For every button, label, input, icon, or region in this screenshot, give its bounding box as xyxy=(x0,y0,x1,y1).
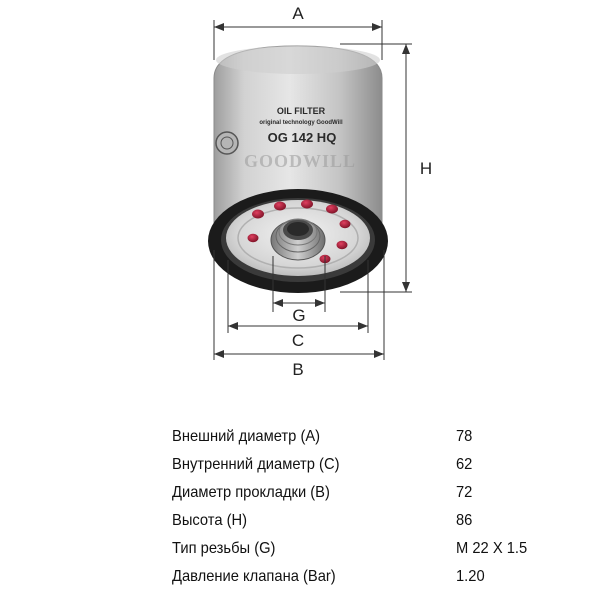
spec-row xyxy=(172,540,532,568)
spec-label-outer-diameter: Внешний диаметр (A) xyxy=(172,428,321,445)
inlet-hole xyxy=(326,205,338,214)
spec-row xyxy=(172,568,532,596)
spec-row xyxy=(172,484,532,512)
spec-value-inner-diameter: 62 xyxy=(456,456,473,473)
spec-row xyxy=(172,428,532,456)
dim-label-g: G xyxy=(292,306,306,325)
dim-label-c: C xyxy=(291,331,305,350)
spec-label-inner-diameter: Внутренний диаметр (C) xyxy=(172,456,340,473)
spec-value-valve-pressure: 1.20 xyxy=(456,568,485,585)
seal-emblem-icon xyxy=(216,132,238,154)
inlet-hole xyxy=(340,220,351,228)
label-line2: original technology GoodWill xyxy=(259,120,343,126)
model-number: OG 142 HQ xyxy=(267,130,337,145)
spec-label-gasket-diameter: Диаметр прокладки (B) xyxy=(172,484,330,501)
spec-label-thread-type: Тип резьбы (G) xyxy=(172,540,276,557)
spec-label-valve-pressure: Давление клапана (Bar) xyxy=(172,568,336,585)
spec-label-height: Высота (H) xyxy=(172,512,248,529)
spec-value-thread-type: M 22 X 1.5 xyxy=(456,540,528,557)
inlet-hole xyxy=(252,210,264,219)
spec-value-height: 86 xyxy=(456,512,473,529)
inlet-hole xyxy=(301,200,313,209)
label-line1: OIL FILTER xyxy=(276,106,326,116)
dim-label-a: A xyxy=(292,4,304,23)
spec-value-outer-diameter: 78 xyxy=(456,428,473,445)
dim-label-h: H xyxy=(419,159,433,178)
inlet-hole xyxy=(248,234,259,242)
spec-value-gasket-diameter: 72 xyxy=(456,484,473,501)
inlet-hole xyxy=(274,202,286,211)
brand-watermark: GOODWILL xyxy=(243,151,357,171)
spec-row xyxy=(172,512,532,540)
threaded-center xyxy=(271,219,325,260)
inlet-hole xyxy=(337,241,348,249)
dim-label-b: B xyxy=(292,360,304,379)
spec-row xyxy=(172,456,532,484)
spec-table xyxy=(172,428,532,596)
